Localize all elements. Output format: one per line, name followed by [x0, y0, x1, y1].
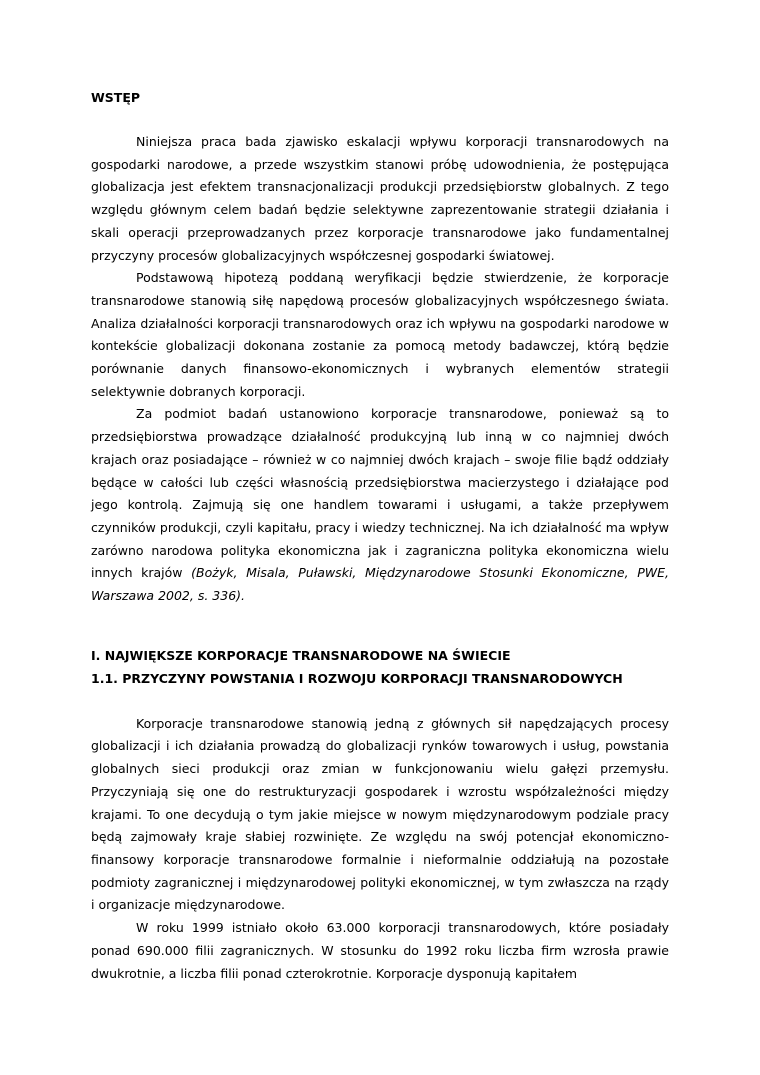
document-body	[91, 86, 669, 985]
section-paragraph-2: W roku 1999 istniało około 63.000 korporacji transnarodowych, które posiadały ponad 690.000 filii zagranicznych. W stosunku do 1992 roku liczba firm wzrosła prawie dwukrotnie, a liczba filii ponad czterokrotnie. Korporacje dysponują kapitałem	[91, 920, 669, 981]
spacer	[91, 690, 669, 713]
intro-paragraph-2: Podstawową hipotezą poddaną weryfikacji będzie stwierdzenie, że korporacje transnarodowe stanowią siłę napędową procesów globalizacyjnych współczesnego świata. Analiza działalności korporacji transnarodowych oraz ich wpływu na gospodarki narodowe w kontekście globalizacji dokonana zostanie za pomocą metody badawczej, którą będzie porównanie danych finansowo-ekonomicznych i wybranych elementów strategii selektywnie dobranych korporacji.	[91, 270, 669, 399]
intro-title: WSTĘP	[91, 90, 141, 105]
intro-paragraph-3-text: Za podmiot badań ustanowiono korporacje transnarodowe, ponieważ są to przedsiębiorstwa prowadzące działalność produkcyjną lub inną w co najmniej dwóch krajach oraz posiadające – również w co najmniej dwóch krajach – swoje filie bądź oddziały będące w całości lub części własnością przedsiębiorstwa macierzystego i działające pod jego kontrolą. Zajmują się one handlem towarami i usługami, a także przepływem czynników produkcji, czyli kapitału, pracy i wiedzy technicznej. Na ich działalność ma wpływ zarówno narodowa polityka ekonomiczna jak i zagraniczna polityka ekonomiczna wielu innych krajów	[91, 406, 669, 581]
spacer	[91, 608, 669, 644]
section-paragraph-1: Korporacje transnarodowe stanowią jedną z głównych sił napędzających procesy globalizacji i ich działania prowadzą do globalizacji rynków towarowych i usług, powstania globalnych sieci produkcji oraz zmian w funkcjonowaniu wielu gałęzi przemysłu. Przyczyniają się one do restrukturyzacji gospodarek i wzrostu współzależności między krajami. To one decydują o tym jakie miejsce w nowym międzynarodowym podziale pracy będą zajmowały kraje słabiej rozwinięte. Ze względu na swój potencjał ekonomiczno-finansowy korporacje transnarodowe formalnie i nieformalnie oddziałują na pozostałe podmioty zagranicznej i międzynarodowej polityki ekonomicznej, w tym zwłaszcza na rządy i organizacje międzynarodowe.	[91, 715, 669, 913]
spacer	[91, 109, 669, 131]
section-title: 1.1. PRZYCZYNY POWSTANIA I ROZWOJU KORPORACJI TRANSNARODOWYCH	[91, 670, 623, 686]
intro-paragraph-3	[91, 403, 669, 607]
chapter-title: I. NAJWIĘKSZE KORPORACJE TRANSNARODOWE NA ŚWIECIE	[91, 647, 511, 663]
intro-paragraph-1: Niniejsza praca bada zjawisko eskalacji wpływu korporacji transnarodowych na gospodarki narodowe, a przede wszystkim stanowi próbę udowodnienia, że postępująca globalizacja jest efektem transnacjonalizacji produkcji przedsiębiorstw globalnych. Z tego względu głównym celem badań będzie selektywne zaprezentowanie strategii działania i skali operacji przeprowadzanych przez korporacje transnarodowe jako fundamentalnej przyczyny procesów globalizacyjnych współczesnej gospodarki światowej.	[91, 134, 669, 263]
citation: (Bożyk, Misala, Puławski, Międzynarodowe Stosunki Ekonomiczne, PWE, Warszawa 2002, s. 336).	[91, 565, 669, 604]
